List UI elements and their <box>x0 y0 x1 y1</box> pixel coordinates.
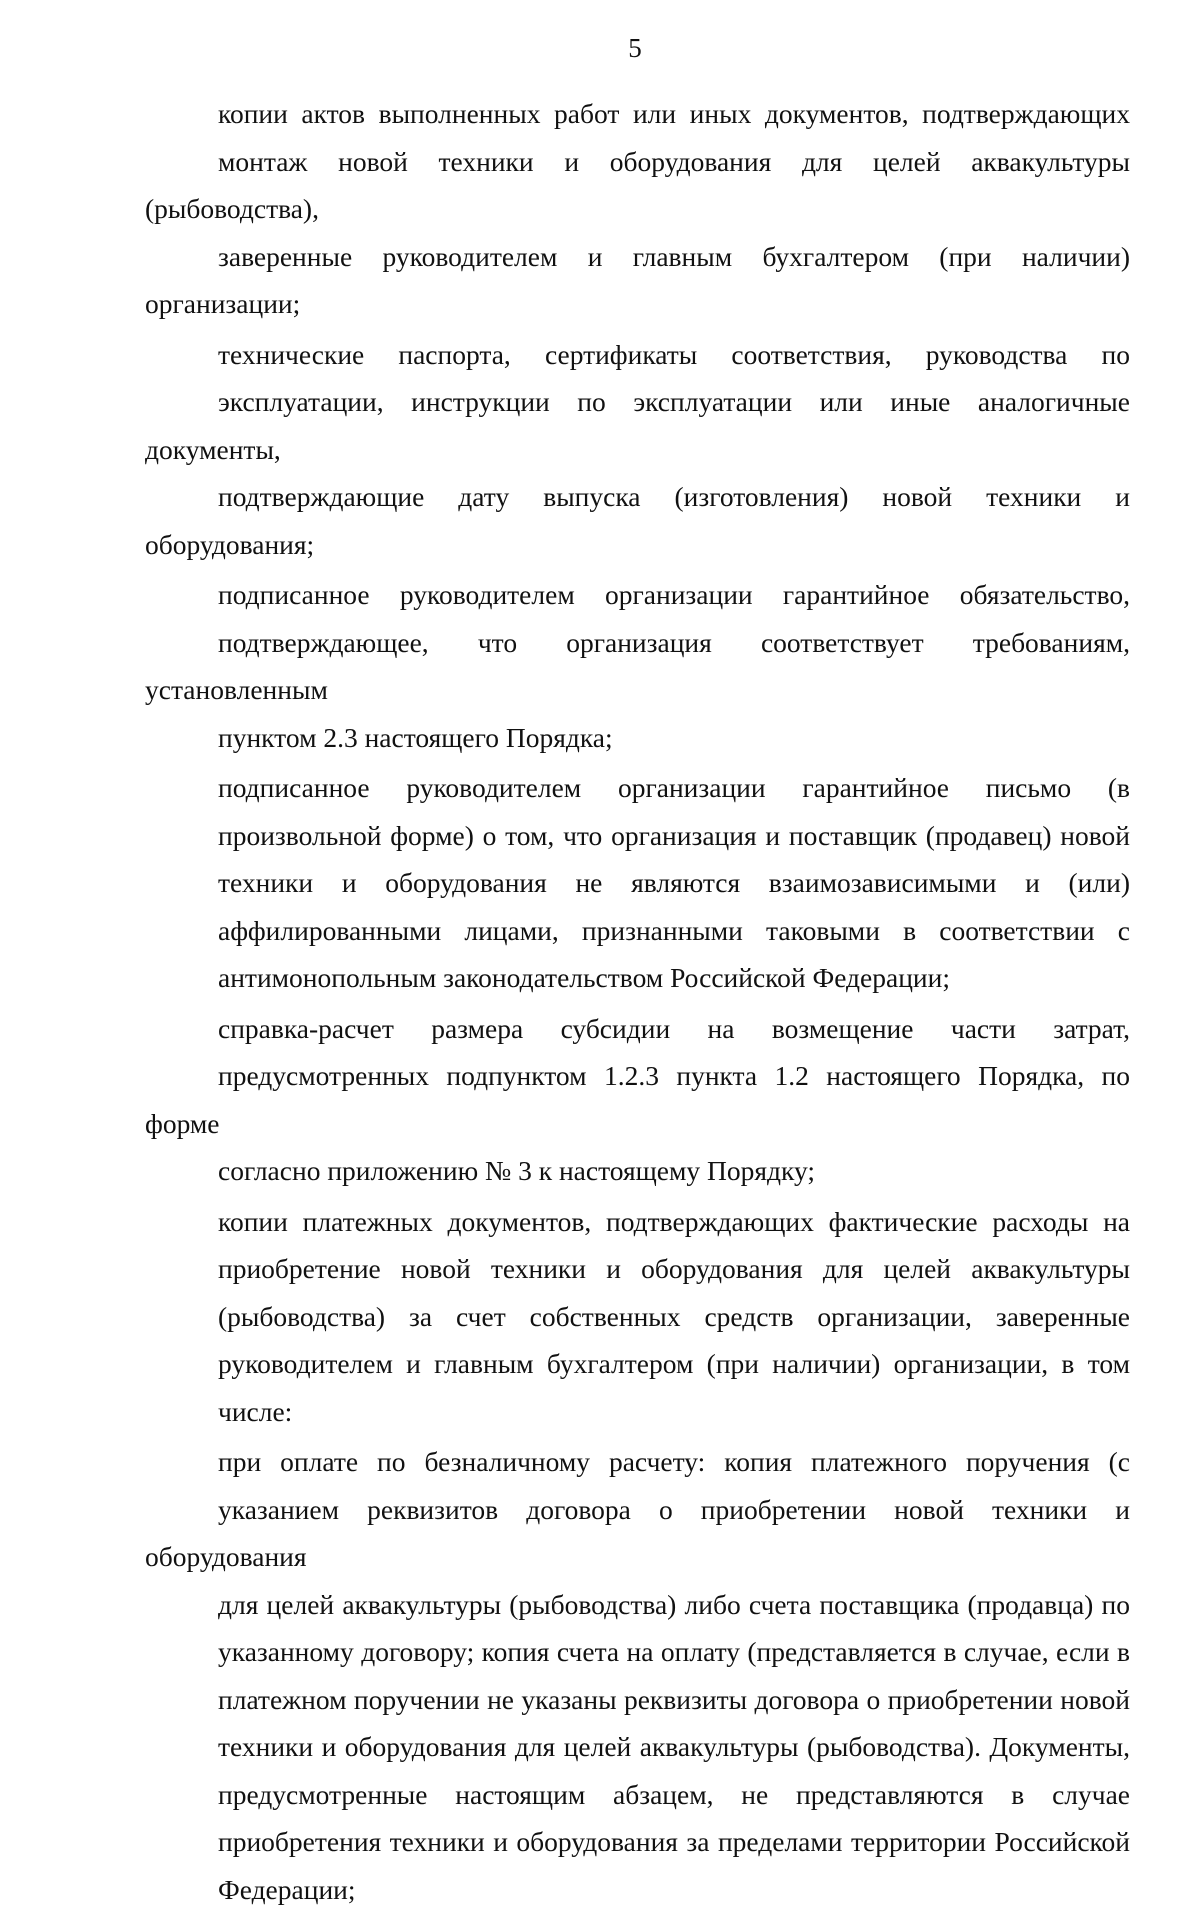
text-line: для целей аквакультуры (рыбоводства) либо счета поставщика (продавца) по <box>218 1588 1130 1620</box>
text-line: произвольной форме) о том, что организация и поставщик (продавец) новой <box>218 819 1130 851</box>
text-line: антимонопольным законодательством Российской Федерации; <box>218 962 950 993</box>
text-line: копии платежных документов, подтверждающих фактические расходы на <box>218 1205 1130 1237</box>
text-line: указанием реквизитов договора о приобретении новой техники и оборудования <box>145 1493 1130 1572</box>
text-line: при оплате по безналичному расчету: копия платежного поручения (с <box>218 1446 1130 1477</box>
text-line: руководителем и главным бухгалтером (при наличии) организации, в том <box>218 1348 1130 1379</box>
text-line: копии актов выполненных работ или иных документов, подтверждающих <box>218 98 1130 129</box>
text-line: подписанное руководителем организации гарантийное письмо (в <box>218 772 1130 803</box>
text-line: аффилированными лицами, признанными таковыми в соответствии с <box>218 914 1130 946</box>
text-line: предусмотренные настоящим абзацем, не представляются в случае <box>218 1778 1130 1810</box>
text-line: (рыбоводства) за счет собственных средств организации, заверенные <box>218 1300 1130 1332</box>
text-line: указанному договору; копия счета на оплату (представляется в случае, если в <box>218 1636 1130 1667</box>
text-line: подписанное руководителем организации гарантийное обязательство, <box>218 579 1130 610</box>
paragraph-payment-documents <box>145 1198 1130 1436</box>
text-line: монтаж новой техники и оборудования для целей аквакультуры (рыбоводства), <box>145 145 1130 224</box>
page-number: 5 <box>628 33 642 63</box>
paragraph-guarantee-letter <box>145 764 1130 1002</box>
paragraph-acts-copies <box>145 90 1130 328</box>
document-body <box>145 90 1130 1916</box>
text-line: подтверждающее, что организация соответствует требованиям, установленным <box>145 626 1130 705</box>
text-line: согласно приложению № 3 к настоящему Порядку; <box>218 1155 816 1186</box>
text-line: справка-расчет размера субсидии на возмещение части затрат, <box>218 1012 1130 1044</box>
text-line: приобретения техники и оборудования за пределами территории Российской <box>218 1826 1130 1857</box>
text-line: заверенные руководителем и главным бухгалтером (при наличии) организации; <box>145 240 1130 319</box>
text-line: технические паспорта, сертификаты соответствия, руководства по <box>218 338 1130 370</box>
text-line: пунктом 2.3 настоящего Порядка; <box>218 721 613 753</box>
text-line: числе: <box>218 1395 293 1427</box>
text-line: Федерации; <box>218 1873 356 1905</box>
paragraph-subsidy-calculation <box>145 1005 1130 1195</box>
text-line: техники и оборудования для целей аквакультуры (рыбоводства). Документы, <box>218 1731 1130 1762</box>
text-line: эксплуатации, инструкции по эксплуатации или иные аналогичные документы, <box>145 386 1130 465</box>
paragraph-cashless-payment <box>145 1438 1130 1913</box>
paragraph-guarantee-obligation <box>145 571 1130 761</box>
paragraph-technical-passports <box>145 331 1130 569</box>
text-line: приобретение новой техники и оборудования для целей аквакультуры <box>218 1253 1130 1284</box>
text-line: платежном поручении не указаны реквизиты договора о приобретении новой <box>218 1683 1130 1715</box>
text-line: подтверждающие дату выпуска (изготовления) новой техники и оборудования; <box>145 481 1130 560</box>
text-line: техники и оборудования не являются взаимозависимыми и (или) <box>218 867 1130 898</box>
text-line: предусмотренных подпунктом 1.2.3 пункта 1.2 настоящего Порядка, по форме <box>145 1060 1130 1139</box>
